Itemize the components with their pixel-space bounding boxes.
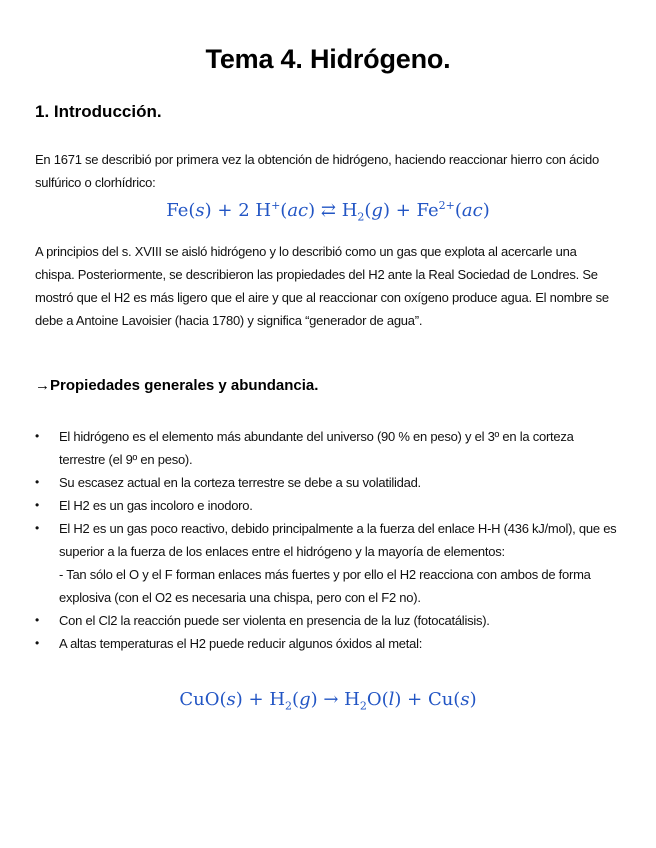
list-item: • El H2 es un gas incoloro e inodoro. [35,494,620,517]
equation-iron-acid: Fe(s) + 2 H+(ac) ⇄ $H_2(g) + Fe^{2+}(ac)$ [166,199,490,224]
list-item: • El H2 es un gas poco reactivo, debido principalmente a la fuerza del enlace H-H (436 kJ/mol), que es superior a la fuerza de los enlaces entre el hidrógeno y la mayoría de elementos: [35,517,620,563]
properties-list [35,425,620,655]
paragraph-obtencion: En 1671 se describió por primera vez la obtención de hidrógeno, haciendo reaccionar hierro con ácido sulfúrico o clorhídrico: [35,152,599,190]
list-item: • Su escasez actual en la corteza terrestre se debe a su volatilidad. [35,471,620,494]
bullet-icon: • [35,475,39,489]
sub-list-item: - Tan sólo el O y el F forman enlaces más fuertes y por ello el H2 reacciona con ambos de forma explosiva (con el O2 es necesaria una chispa, pero con el F2 no). [59,567,591,605]
list-item: • A altas temperaturas el H2 puede reducir algunos óxidos al metal: [35,632,620,655]
bullet-icon: • [35,521,39,535]
paragraph-historia: A principios del s. XVIII se aisló hidrógeno y lo describió como un gas que explota al acercarle una chispa. Posteriormente, se describieron las propiedades del H2 ante la Real Sociedad de Londres. Se mostró que el H2 es más ligero que el aire y que al reaccionar con oxígeno produce agua. El nombre se debe a Antoine Lavoisier (hacia 1780) y significa “generador de agua”. [35,244,609,328]
equation-copper-oxide: $CuO(s) + H_2(g) \to H_2O(l) + Cu(s)$ [179,689,477,713]
bullet-icon: • [35,636,39,650]
section-heading-propiedades: →Propiedades generales y abundancia. [35,377,319,394]
list-item: • Con el Cl2 la reacción puede ser violenta en presencia de la luz (fotocatálisis). [35,609,620,632]
page-title: Tema 4. Hidrógeno. [205,44,451,74]
bullet-icon: • [35,498,39,512]
list-item: • El hidrógeno es el elemento más abundante del universo (90 % en peso) y el 3º en la corteza terrestre (el 9º en peso). [35,425,620,471]
bullet-icon: • [35,613,39,627]
bullet-icon: • [35,429,39,443]
section-heading-introduccion: 1. Introducción. [35,102,162,121]
